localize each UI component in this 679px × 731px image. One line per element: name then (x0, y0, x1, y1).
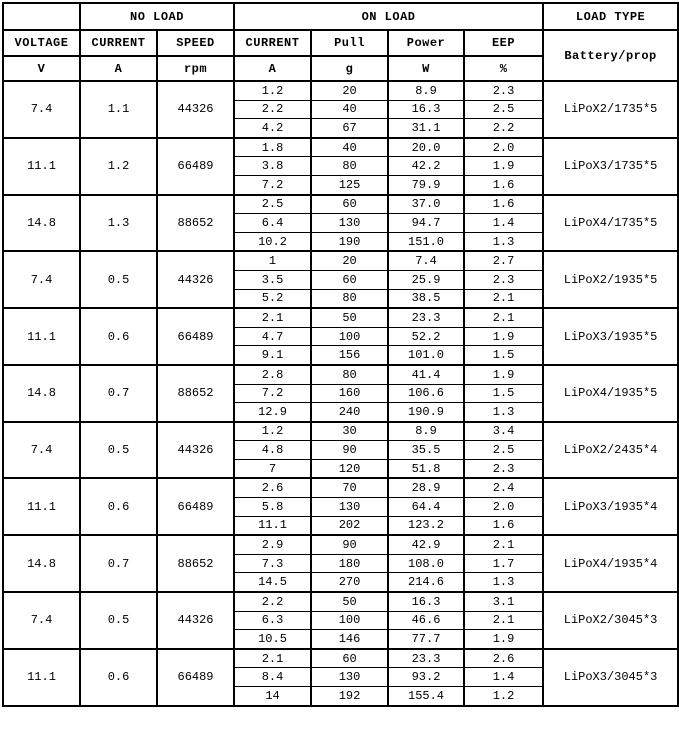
pull-cell: 130 (311, 214, 388, 233)
eep-cell: 1.6 (464, 195, 543, 214)
voltage-column-header: VOLTAGE (3, 30, 80, 56)
on-load-current-cell: 5.2 (234, 289, 311, 308)
power-cell: 155.4 (388, 687, 464, 706)
on-load-current-cell: 4.8 (234, 441, 311, 460)
power-cell: 46.6 (388, 611, 464, 630)
pull-cell: 20 (311, 81, 388, 100)
eep-cell: 1.3 (464, 403, 543, 422)
pull-cell: 130 (311, 668, 388, 687)
speed-cell: 66489 (157, 649, 234, 706)
eep-cell: 1.9 (464, 365, 543, 384)
on-load-current-cell: 5.8 (234, 498, 311, 517)
pull-cell: 50 (311, 592, 388, 611)
pull-cell: 40 (311, 138, 388, 157)
on-load-current-cell: 14 (234, 687, 311, 706)
on-load-current-cell: 2.5 (234, 195, 311, 214)
power-unit-label: W (388, 56, 464, 81)
eep-cell: 2.0 (464, 498, 543, 517)
power-cell: 77.7 (388, 630, 464, 649)
on-load-current-cell: 14.5 (234, 573, 311, 592)
eep-cell: 1.3 (464, 232, 543, 251)
pull-cell: 146 (311, 630, 388, 649)
pull-unit-label: g (311, 56, 388, 81)
on-load-current-cell: 2.1 (234, 308, 311, 327)
eep-cell: 1.7 (464, 554, 543, 573)
no-load-current-cell: 0.6 (80, 649, 157, 706)
pull-cell: 60 (311, 649, 388, 668)
power-cell: 7.4 (388, 251, 464, 270)
battery-prop-column-header: Battery/prop (543, 30, 678, 81)
eep-cell: 1.2 (464, 687, 543, 706)
eep-cell: 2.2 (464, 119, 543, 138)
battery-prop-cell: LiPoX2/3045*3 (543, 592, 678, 649)
table-row (3, 195, 678, 214)
power-cell: 28.9 (388, 478, 464, 497)
eep-cell: 2.7 (464, 251, 543, 270)
pull-cell: 60 (311, 270, 388, 289)
on-load-current-cell: 12.9 (234, 403, 311, 422)
power-cell: 151.0 (388, 232, 464, 251)
on-load-current-cell: 7.3 (234, 554, 311, 573)
eep-cell: 2.0 (464, 138, 543, 157)
eep-cell: 1.5 (464, 384, 543, 403)
eep-cell: 1.3 (464, 573, 543, 592)
no-load-current-cell: 1.3 (80, 195, 157, 252)
eep-cell: 2.6 (464, 649, 543, 668)
eep-cell: 3.1 (464, 592, 543, 611)
power-cell: 23.3 (388, 649, 464, 668)
power-cell: 108.0 (388, 554, 464, 573)
on-load-current-column-header: CURRENT (234, 30, 311, 56)
eep-cell: 2.1 (464, 289, 543, 308)
eep-cell: 2.1 (464, 611, 543, 630)
pull-cell: 60 (311, 195, 388, 214)
power-cell: 52.2 (388, 327, 464, 346)
pull-cell: 100 (311, 327, 388, 346)
voltage-cell: 7.4 (3, 422, 80, 479)
pull-cell: 130 (311, 498, 388, 517)
pull-cell: 120 (311, 459, 388, 478)
pull-cell: 160 (311, 384, 388, 403)
eep-cell: 2.3 (464, 459, 543, 478)
no-load-current-unit-label: A (80, 56, 157, 81)
speed-cell: 66489 (157, 478, 234, 535)
no-load-current-cell: 0.6 (80, 308, 157, 365)
on-load-current-unit-label: A (234, 56, 311, 81)
eep-cell: 2.5 (464, 100, 543, 119)
voltage-cell: 11.1 (3, 138, 80, 195)
voltage-cell: 7.4 (3, 81, 80, 138)
power-cell: 38.5 (388, 289, 464, 308)
power-cell: 214.6 (388, 573, 464, 592)
voltage-cell: 11.1 (3, 478, 80, 535)
on-load-current-cell: 11.1 (234, 516, 311, 535)
power-column-header: Power (388, 30, 464, 56)
voltage-cell: 14.8 (3, 195, 80, 252)
pull-column-header: Pull (311, 30, 388, 56)
power-cell: 42.9 (388, 535, 464, 554)
on-load-current-cell: 3.5 (234, 270, 311, 289)
on-load-current-cell: 7.2 (234, 384, 311, 403)
no-load-current-cell: 0.5 (80, 592, 157, 649)
on-load-current-cell: 10.2 (234, 232, 311, 251)
table-row (3, 138, 678, 157)
pull-cell: 90 (311, 535, 388, 554)
corner-blank-cell (3, 3, 80, 30)
eep-cell: 1.9 (464, 630, 543, 649)
on-load-current-cell: 2.9 (234, 535, 311, 554)
voltage-cell: 14.8 (3, 535, 80, 592)
eep-column-header: EEP (464, 30, 543, 56)
speed-cell: 44326 (157, 81, 234, 138)
on-load-current-cell: 1.8 (234, 138, 311, 157)
battery-prop-cell: LiPoX2/2435*4 (543, 422, 678, 479)
power-cell: 106.6 (388, 384, 464, 403)
no-load-section-header: NO LOAD (80, 3, 234, 30)
power-cell: 16.3 (388, 100, 464, 119)
power-cell: 31.1 (388, 119, 464, 138)
eep-unit-label: % (464, 56, 543, 81)
table-row (3, 592, 678, 611)
speed-cell: 66489 (157, 138, 234, 195)
eep-cell: 2.1 (464, 535, 543, 554)
table-row (3, 251, 678, 270)
table-body (3, 81, 678, 706)
on-load-current-cell: 2.6 (234, 478, 311, 497)
on-load-current-cell: 6.3 (234, 611, 311, 630)
eep-cell: 2.1 (464, 308, 543, 327)
power-cell: 101.0 (388, 346, 464, 365)
eep-cell: 1.9 (464, 327, 543, 346)
eep-cell: 2.3 (464, 270, 543, 289)
battery-prop-cell: LiPoX3/3045*3 (543, 649, 678, 706)
eep-cell: 1.9 (464, 157, 543, 176)
on-load-current-cell: 2.2 (234, 592, 311, 611)
battery-prop-cell: LiPoX2/1935*5 (543, 251, 678, 308)
power-cell: 23.3 (388, 308, 464, 327)
pull-cell: 270 (311, 573, 388, 592)
pull-cell: 192 (311, 687, 388, 706)
power-cell: 20.0 (388, 138, 464, 157)
on-load-current-cell: 10.5 (234, 630, 311, 649)
on-load-current-cell: 2.1 (234, 649, 311, 668)
load-type-section-header: LOAD TYPE (543, 3, 678, 30)
power-cell: 94.7 (388, 214, 464, 233)
voltage-cell: 11.1 (3, 649, 80, 706)
pull-cell: 202 (311, 516, 388, 535)
eep-cell: 2.4 (464, 478, 543, 497)
on-load-current-cell: 2.2 (234, 100, 311, 119)
power-cell: 190.9 (388, 403, 464, 422)
eep-cell: 2.3 (464, 81, 543, 100)
on-load-current-cell: 4.7 (234, 327, 311, 346)
no-load-current-cell: 0.6 (80, 478, 157, 535)
power-cell: 37.0 (388, 195, 464, 214)
battery-prop-cell: LiPoX3/1935*4 (543, 478, 678, 535)
power-cell: 51.8 (388, 459, 464, 478)
pull-cell: 70 (311, 478, 388, 497)
speed-cell: 66489 (157, 308, 234, 365)
on-load-current-cell: 8.4 (234, 668, 311, 687)
pull-cell: 90 (311, 441, 388, 460)
battery-prop-cell: LiPoX4/1735*5 (543, 195, 678, 252)
power-cell: 123.2 (388, 516, 464, 535)
pull-cell: 100 (311, 611, 388, 630)
eep-cell: 1.6 (464, 175, 543, 194)
no-load-current-cell: 0.5 (80, 251, 157, 308)
header-row-sections (3, 3, 678, 30)
on-load-current-cell: 3.8 (234, 157, 311, 176)
on-load-section-header: ON LOAD (234, 3, 543, 30)
table-row (3, 422, 678, 441)
power-cell: 16.3 (388, 592, 464, 611)
pull-cell: 180 (311, 554, 388, 573)
battery-prop-cell: LiPoX3/1935*5 (543, 308, 678, 365)
header-row-columns (3, 30, 678, 56)
voltage-cell: 14.8 (3, 365, 80, 422)
power-cell: 79.9 (388, 175, 464, 194)
voltage-cell: 7.4 (3, 592, 80, 649)
pull-cell: 20 (311, 251, 388, 270)
power-cell: 42.2 (388, 157, 464, 176)
on-load-current-cell: 1 (234, 251, 311, 270)
power-cell: 64.4 (388, 498, 464, 517)
no-load-current-cell: 1.1 (80, 81, 157, 138)
table-row (3, 649, 678, 668)
table-row (3, 535, 678, 554)
power-cell: 93.2 (388, 668, 464, 687)
pull-cell: 30 (311, 422, 388, 441)
speed-column-header: SPEED (157, 30, 234, 56)
battery-prop-cell: LiPoX2/1735*5 (543, 81, 678, 138)
eep-cell: 3.4 (464, 422, 543, 441)
table-row (3, 365, 678, 384)
no-load-current-cell: 0.5 (80, 422, 157, 479)
power-cell: 8.9 (388, 81, 464, 100)
speed-cell: 88652 (157, 535, 234, 592)
on-load-current-cell: 7 (234, 459, 311, 478)
battery-prop-cell: LiPoX4/1935*5 (543, 365, 678, 422)
table-row (3, 478, 678, 497)
on-load-current-cell: 4.2 (234, 119, 311, 138)
eep-cell: 1.5 (464, 346, 543, 365)
eep-cell: 1.4 (464, 214, 543, 233)
no-load-current-cell: 0.7 (80, 365, 157, 422)
power-cell: 35.5 (388, 441, 464, 460)
no-load-current-cell: 0.7 (80, 535, 157, 592)
eep-cell: 1.4 (464, 668, 543, 687)
on-load-current-cell: 6.4 (234, 214, 311, 233)
pull-cell: 240 (311, 403, 388, 422)
power-cell: 41.4 (388, 365, 464, 384)
on-load-current-cell: 2.8 (234, 365, 311, 384)
speed-cell: 44326 (157, 422, 234, 479)
pull-cell: 190 (311, 232, 388, 251)
power-cell: 25.9 (388, 270, 464, 289)
eep-cell: 1.6 (464, 516, 543, 535)
table-row (3, 81, 678, 100)
battery-prop-cell: LiPoX3/1735*5 (543, 138, 678, 195)
table-row (3, 308, 678, 327)
pull-cell: 125 (311, 175, 388, 194)
speed-cell: 88652 (157, 365, 234, 422)
pull-cell: 80 (311, 289, 388, 308)
speed-cell: 44326 (157, 592, 234, 649)
pull-cell: 50 (311, 308, 388, 327)
pull-cell: 80 (311, 365, 388, 384)
pull-cell: 67 (311, 119, 388, 138)
on-load-current-cell: 7.2 (234, 175, 311, 194)
pull-cell: 80 (311, 157, 388, 176)
no-load-current-column-header: CURRENT (80, 30, 157, 56)
voltage-unit-label: V (3, 56, 80, 81)
on-load-current-cell: 9.1 (234, 346, 311, 365)
speed-cell: 44326 (157, 251, 234, 308)
eep-cell: 2.5 (464, 441, 543, 460)
pull-cell: 40 (311, 100, 388, 119)
on-load-current-cell: 1.2 (234, 81, 311, 100)
on-load-current-cell: 1.2 (234, 422, 311, 441)
voltage-cell: 11.1 (3, 308, 80, 365)
voltage-cell: 7.4 (3, 251, 80, 308)
table-header (3, 3, 678, 81)
motor-load-test-table (2, 2, 679, 707)
speed-cell: 88652 (157, 195, 234, 252)
power-cell: 8.9 (388, 422, 464, 441)
pull-cell: 156 (311, 346, 388, 365)
speed-unit-label: rpm (157, 56, 234, 81)
battery-prop-cell: LiPoX4/1935*4 (543, 535, 678, 592)
no-load-current-cell: 1.2 (80, 138, 157, 195)
